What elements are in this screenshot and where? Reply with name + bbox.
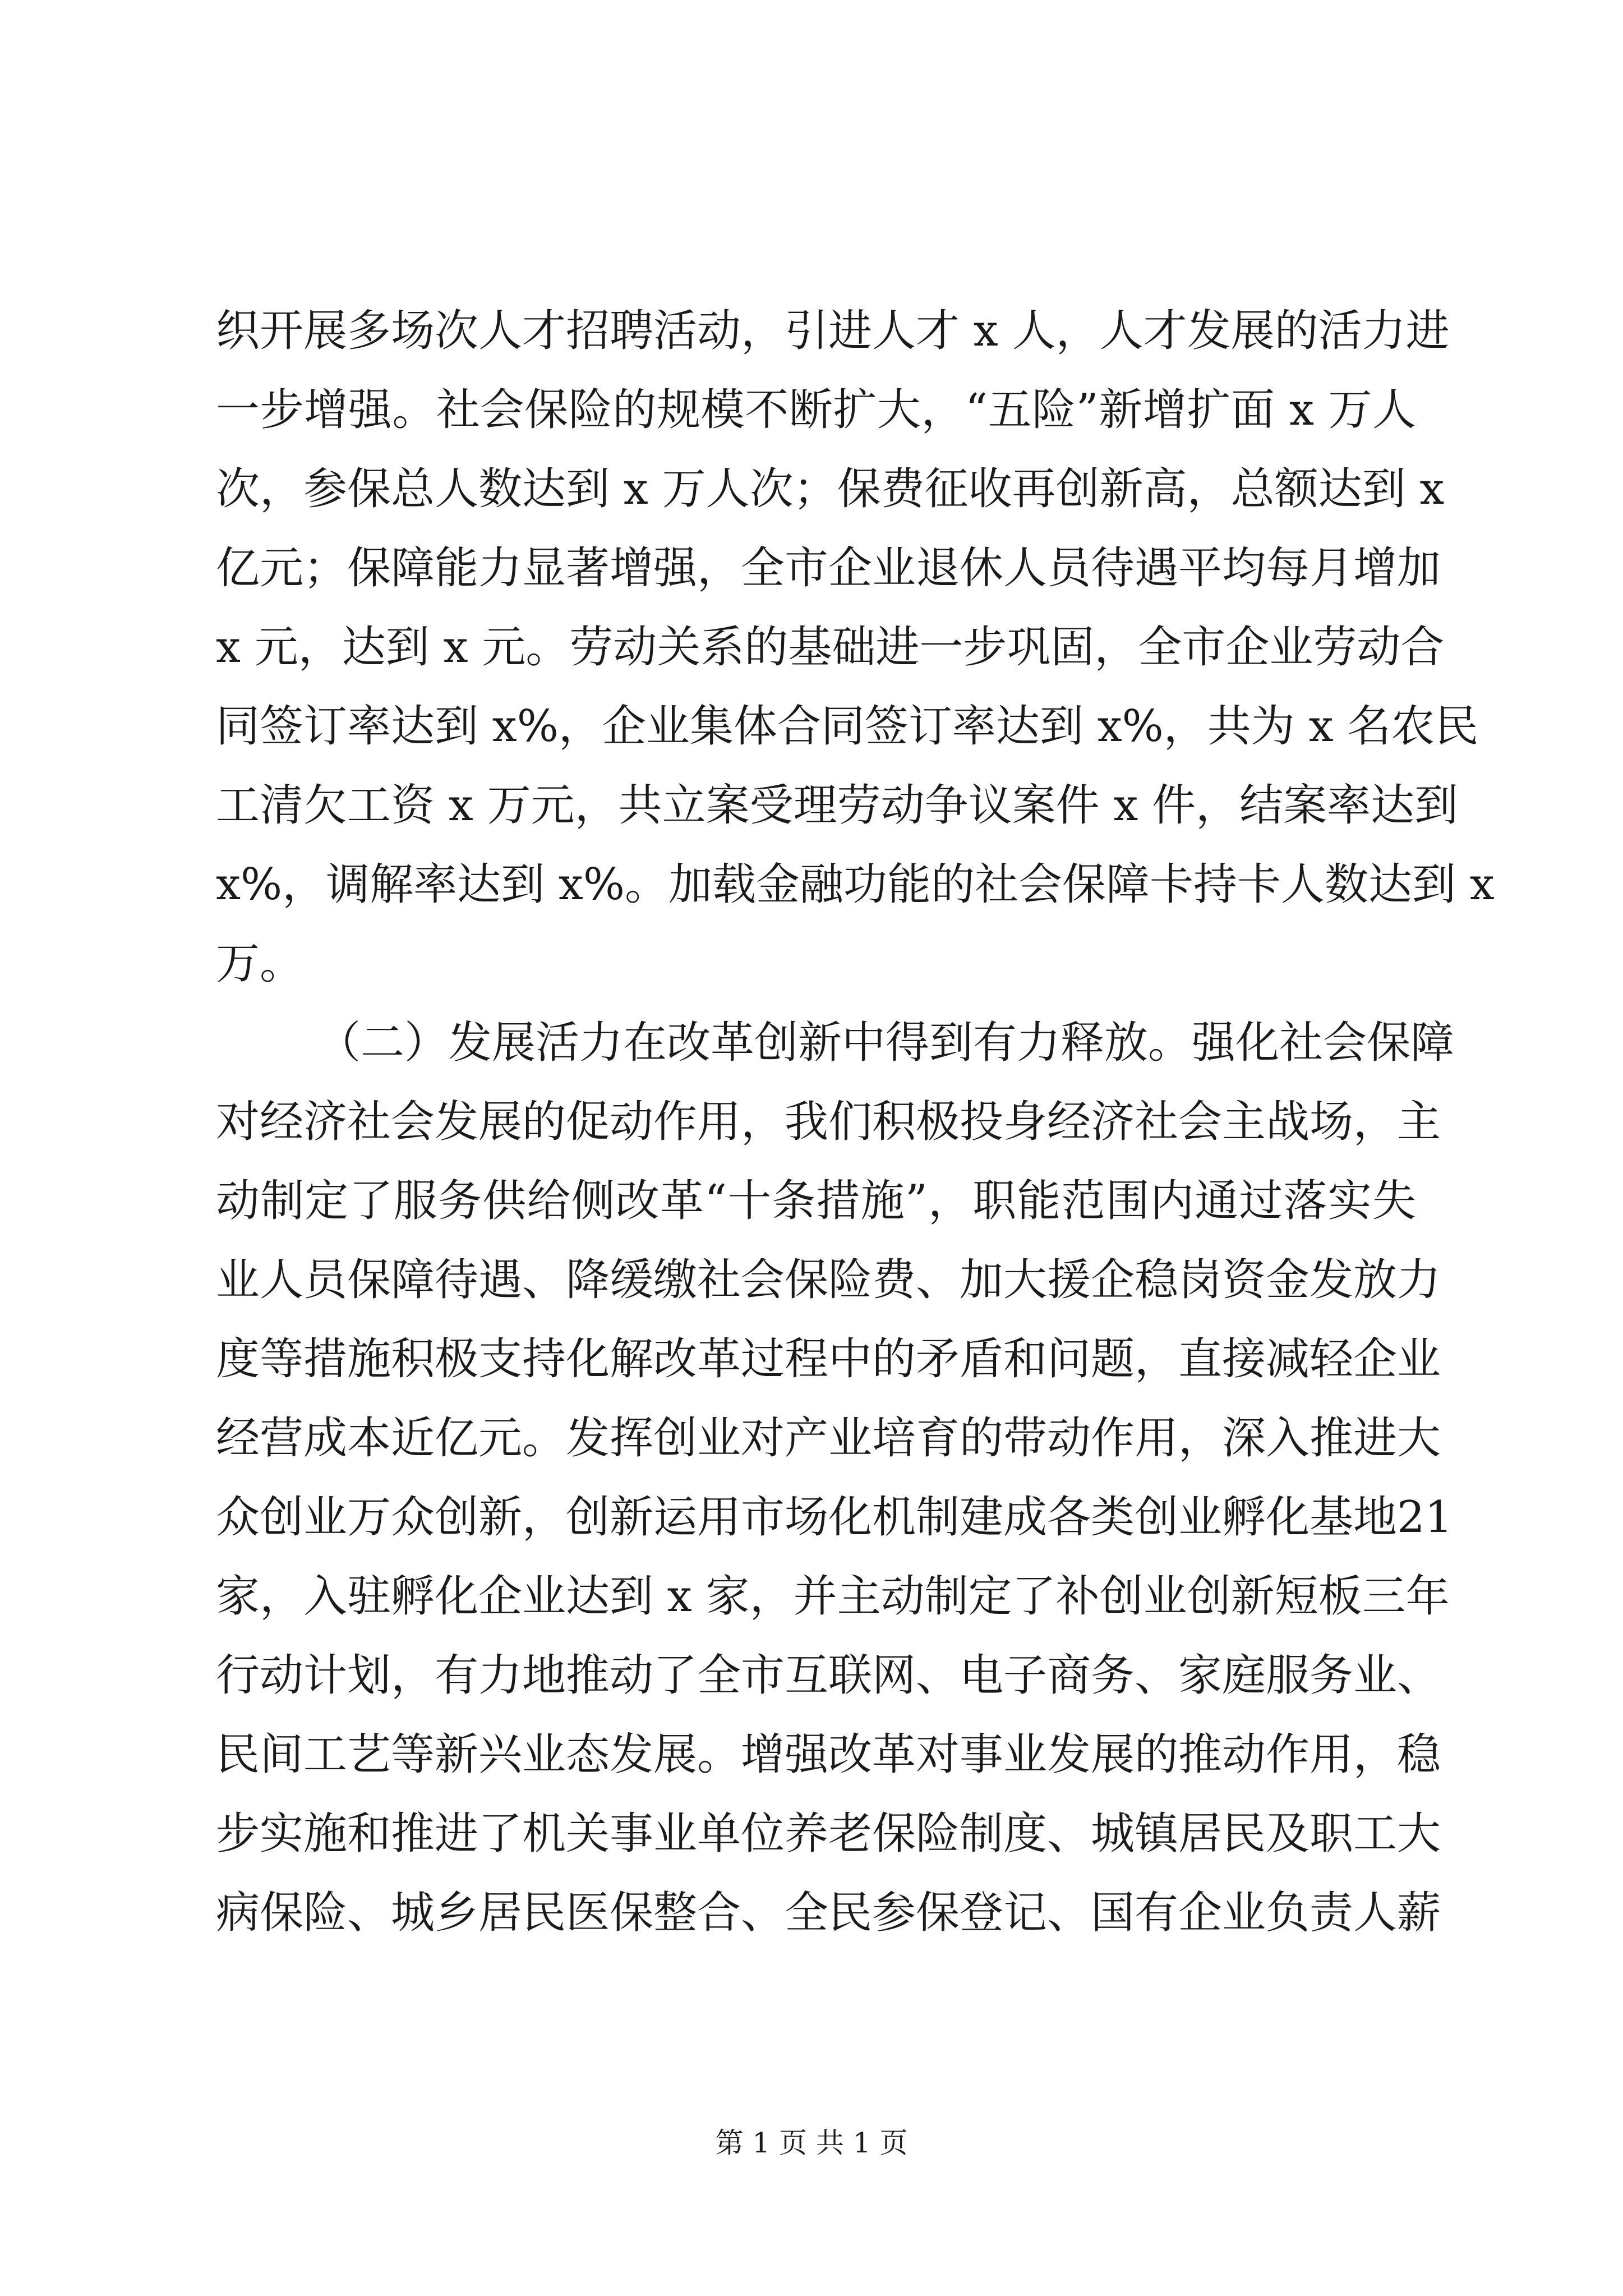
text-line-8: x%，调解率达到 x%。加载金融功能的社会保障卡持卡人数达到 x bbox=[216, 859, 1495, 910]
text-line-17: 家，入驻孵化企业达到 x 家，并主动制定了补创业创新短板三年 bbox=[216, 1571, 1450, 1622]
text-line-16: 众创业万众创新，创新运用市场化机制建成各类创业孵化基地21 bbox=[216, 1492, 1453, 1543]
section-heading-line: （二）发展活力在改革创新中得到有力释放。强化社会保障 bbox=[317, 1018, 1455, 1068]
text-line-14: 度等措施积极支持化解改革过程中的矛盾和问题，直接减轻企业 bbox=[216, 1334, 1441, 1384]
text-line-13: 业人员保障待遇、降缓缴社会保险费、加大援企稳岗资金发放力 bbox=[216, 1255, 1441, 1305]
text-line-15: 经营成本近亿元。发挥创业对产业培育的带动作用，深入推进大 bbox=[216, 1413, 1441, 1464]
text-line-20: 步实施和推进了机关事业单位养老保险制度、城镇居民及职工大 bbox=[216, 1809, 1441, 1859]
text-line-1: 织开展多场次人才招聘活动，引进人才 x 人，人才发展的活力进 bbox=[216, 306, 1450, 356]
text-line-18: 行动计划，有力地推动了全市互联网、电子商务、家庭服务业、 bbox=[216, 1650, 1441, 1701]
text-line-12: 动制定了服务供给侧改革“十条措施”，职能范围内通过落实失 bbox=[216, 1176, 1416, 1226]
text-line-5: x 元，达到 x 元。劳动关系的基础进一步巩固，全市企业劳动合 bbox=[216, 622, 1445, 673]
text-line-4: 亿元；保障能力显著增强，全市企业退休人员待遇平均每月增加 bbox=[216, 543, 1441, 593]
text-line-21: 病保险、城乡居民医保整合、全民参保登记、国有企业负责人薪 bbox=[216, 1888, 1441, 1938]
body-text bbox=[216, 292, 1495, 1953]
page-footer: 第 1 页 共 1 页 bbox=[715, 2127, 908, 2159]
text-line-6: 同签订率达到 x%，企业集体合同签订率达到 x%，共为 x 名农民 bbox=[216, 701, 1479, 752]
text-line-7: 工清欠工资 x 万元，共立案受理劳动争议案件 x 件，结案率达到 bbox=[216, 780, 1459, 831]
text-line-11: 对经济社会发展的促动作用，我们积极投身经济社会主战场，主 bbox=[216, 1097, 1441, 1147]
text-line-9: 万。 bbox=[216, 938, 304, 989]
text-line-3: 次，参保总人数达到 x 万人次；保费征收再创新高，总额达到 x bbox=[216, 464, 1445, 514]
text-line-2: 一步增强。社会保险的规模不断扩大，“五险”新增扩面 x 万人 bbox=[216, 385, 1416, 435]
text-line-19: 民间工艺等新兴业态发展。增强改革对事业发展的推动作用，稳 bbox=[216, 1729, 1441, 1780]
